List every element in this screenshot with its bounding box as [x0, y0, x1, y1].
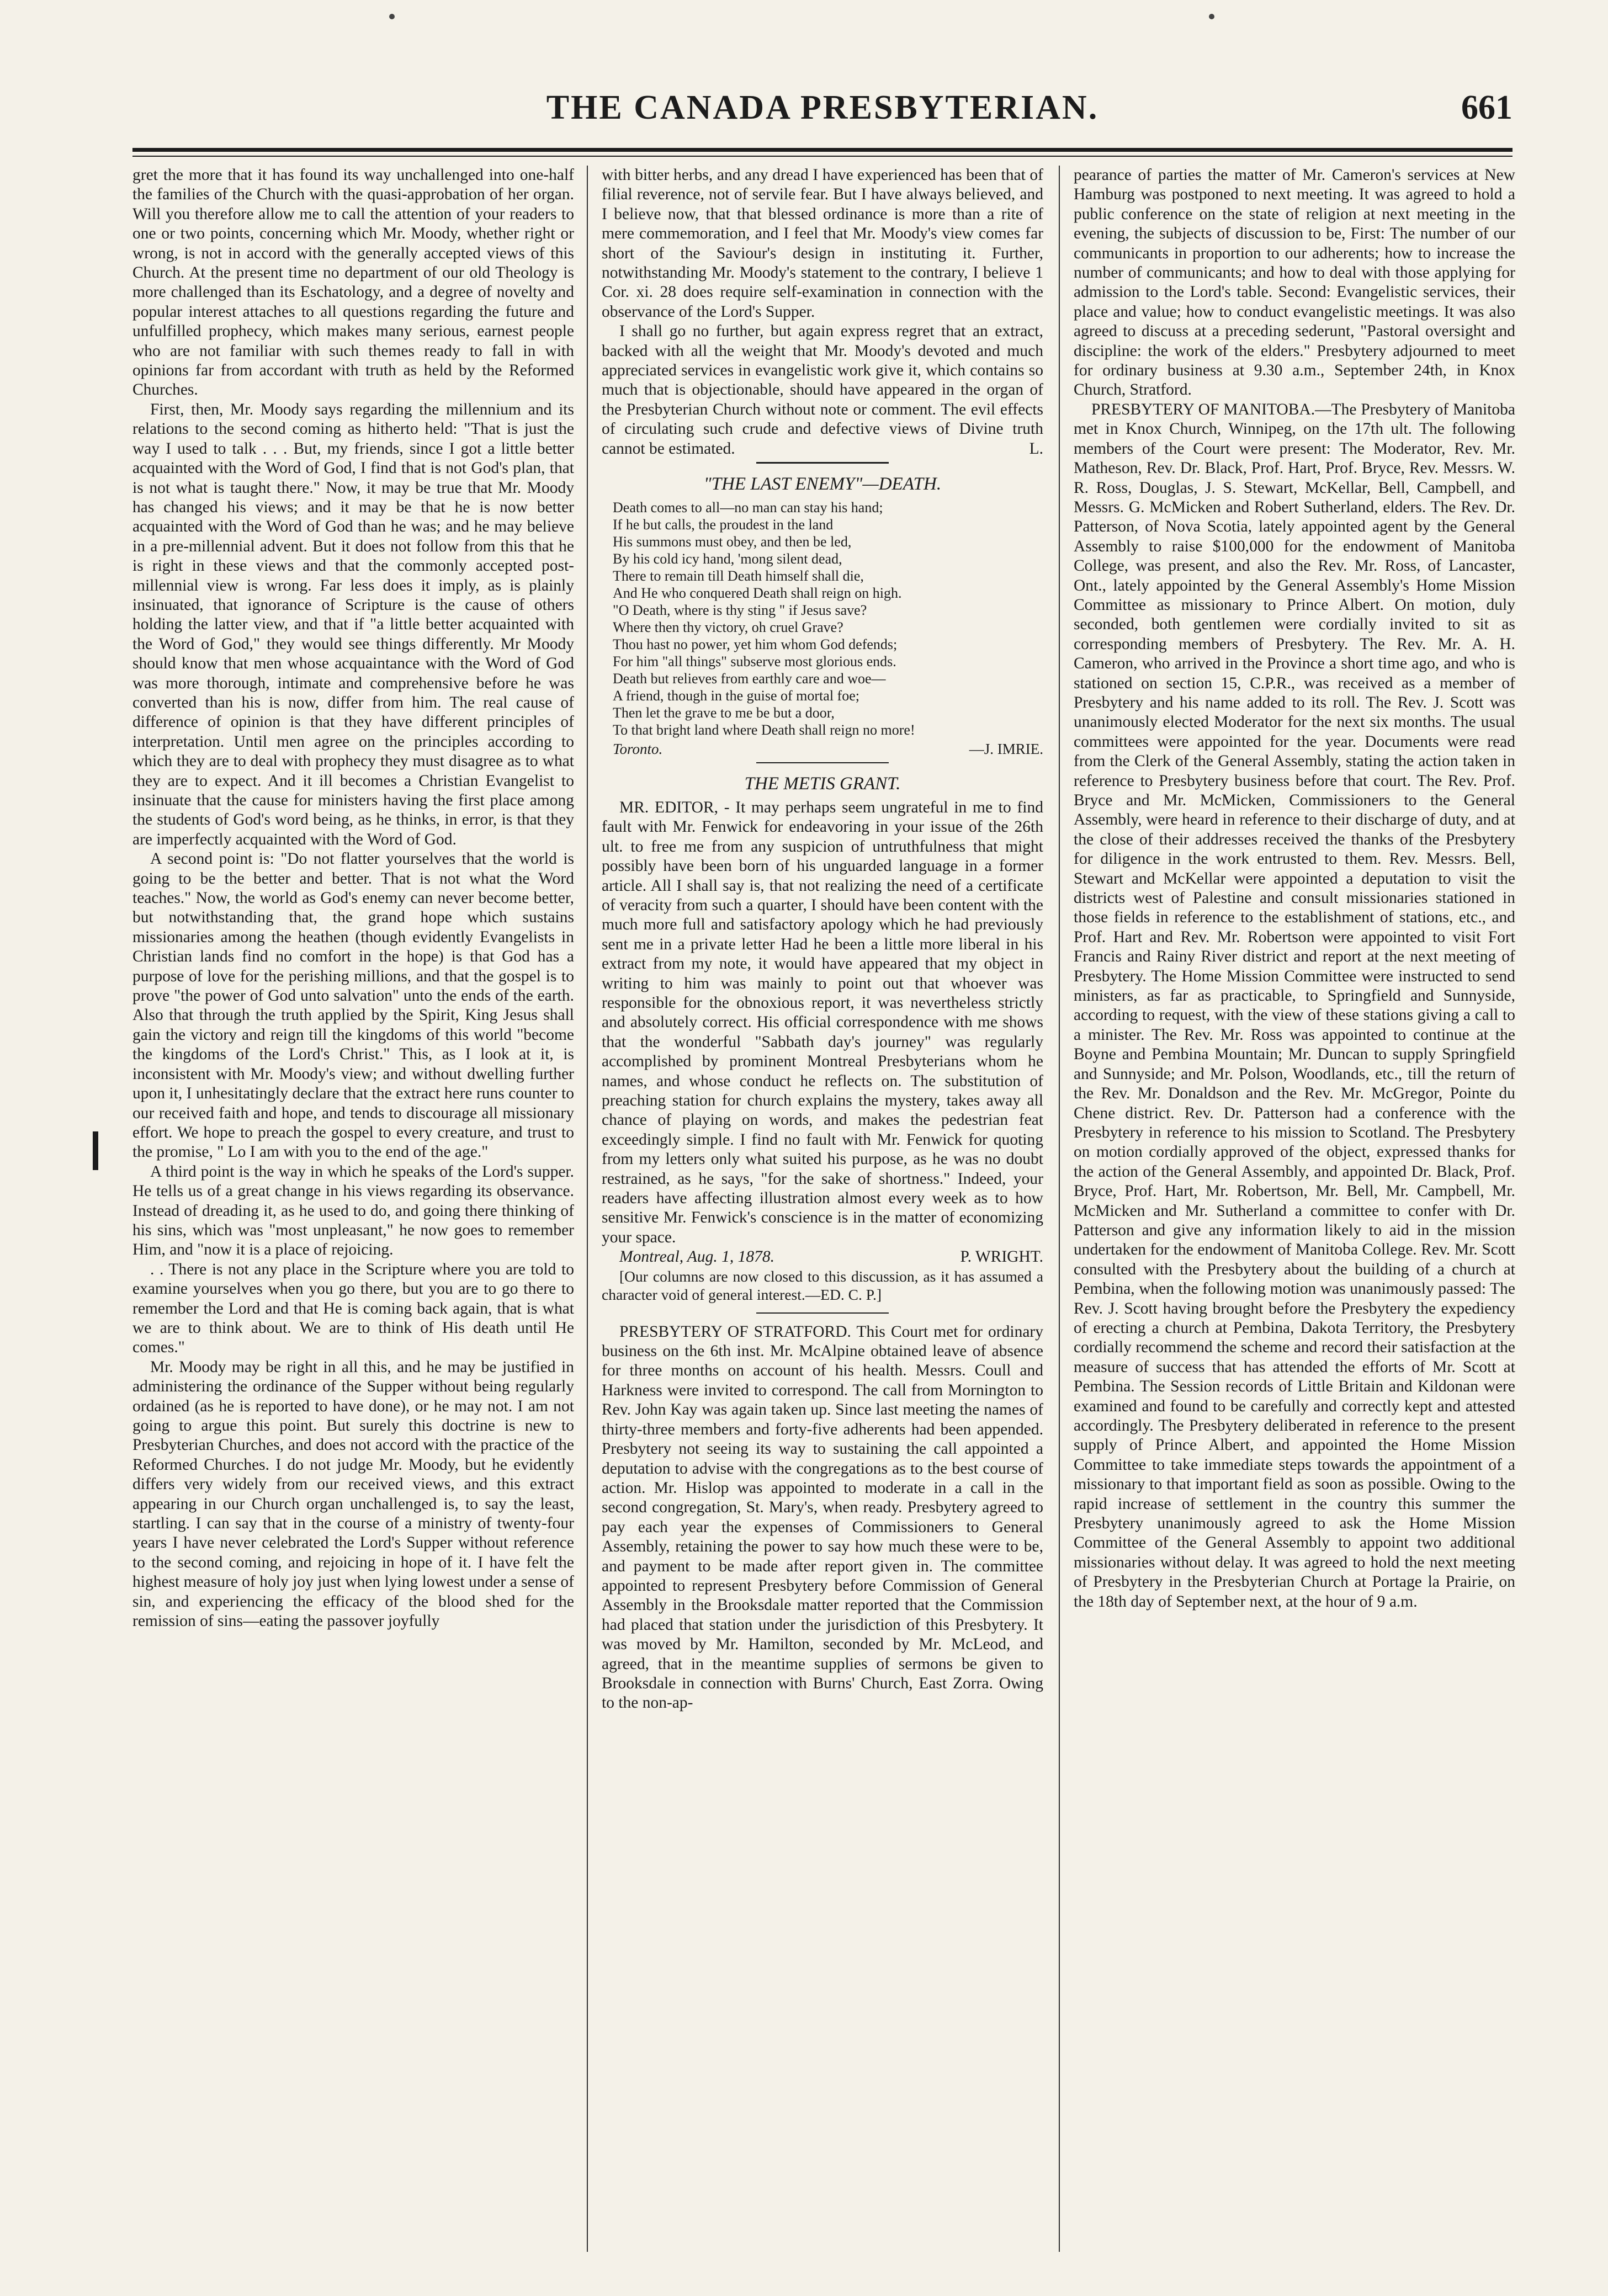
- poem-line: A friend, though in the guise of mortal foe;: [613, 687, 859, 704]
- poem-line: His summons must obey, and then be led,: [613, 533, 852, 550]
- paragraph: [1074, 400, 1515, 1612]
- poem-line: Thou hast no power, yet him whom God defends;: [613, 636, 898, 652]
- paragraph: A third point is the way in which he speaks of the Lord's supper. He tells us of a great change in his views regarding its observance. Instead of dreading it, as he used to do, and going there thinking of his sins, which was "most unpleasant," he now goes to remember Him, and "now it is a place of rejoicing.: [132, 1162, 574, 1259]
- paragraph-text: This Court met for ordinary business on the 6th inst. Mr. McAlpine obtained leave of absence for three months on account of his health. Messrs. Coull and Harkness were invited to correspond. The call from Mornington to Rev. John Kay was again taken up. Since last meeting the names of thirty-three members and forty-five adherents had been appended. Presbytery not seeing its way to sustaining the call appointed a deputation to advise with the congregations as to the best course of action. Mr. Hislop was appointed to moderate in a call in the second congregation, St. Mary's, when ready. Presbytery agreed to pay each year the expenses of Commissioners to General Assembly, retaining the power to say how much these were to be, and payment to be made after report given in. The committee appointed to represent Presbytery before Commission of General Assembly in the Brooksdale matter reported that the Commission had placed that station under the jurisdiction of this Presbytery. It was moved by Mr. Hamilton, seconded by Mr. McLeod, and agreed, that in the meantime supplies of sermons be given to Brooksdale in connection with Burns' Church, East Zorra. Owing to the non-ap-: [602, 1322, 1043, 1712]
- paragraph-text: I shall go no further, but again express regret that an extract, backed with all the weight that Mr. Moody's devoted and much appreciated services in evangelistic work give it, which contains so much that is objectionable, should have appeared in the organ of the Presbyterian Church without note or comment. The evil effects of circulating such crude and defective views of Divine truth cannot be estimated.: [602, 322, 1043, 458]
- poem-signature: [613, 741, 1043, 758]
- paragraph: gret the more that it has found its way unchallenged into one-half the families of the Church with the quasi-approbation of her organ. Will you therefore allow me to call the attention of your readers to one or two points, concerning which Mr. Moody, whether right or wrong, is not in accord with the generally accepted views of this Church. At the present time no department of our old Theology is more challenged than its Eschatology, and a degree of novelty and popular interest attaches to all questions regarding the future and unfulfilled prophecy, which makes many serious, earnest people who are not familiar with such themes ready to fall in with opinions far from accordant with truth as held by the Reformed Churches.: [132, 166, 574, 399]
- poem-line: If he but calls, the proudest in the land: [613, 516, 834, 533]
- paragraph: MR. EDITOR, - It may perhaps seem ungrateful in me to find fault with Mr. Fenwick for endeavoring in your issue of the 26th ult. to free me from any suspicion of untruthfulness that might possibly have been born of his unguarded language in a former article. All I shall say is, that not realizing the need of a certificate of veracity from such a quarter, I should have been content with the much more full and satisfactory apology which he had previously sent me in a private letter Had he been a little more liberal in his extract from my note, it would have appeared that my object in writing to him was mainly to point out that whoever was responsible for the obnoxious report, it was nevertheless strictly and absolutely correct. His official correspondence with me shows that the wonderful "Sabbath day's journey" was regularly accomplished by prominent Montreal Presbyterians whom he names, and whose conduct he reflects on. The substitution of preaching station for church explains the mystery, takes away all chance of playing on words, and makes the pedestrian feat exceedingly simple. I find no fault with Mr. Fenwick for quoting from my letters only what suited his purpose, as he was no doubt restrained, as he says, "for the sake of shortness." Indeed, your readers have affecting illustration almost every week as to how sensitive Mr. Fenwick's conscience is in the matter of economizing your space.: [602, 798, 1043, 1246]
- poem-line: To that bright land where Death shall reign no more!: [613, 721, 915, 738]
- paragraph: with bitter herbs, and any dread I have experienced has been that of filial reverence, not of servile fear. But I have always believed, and I believe now, that that blessed ordinance is more than a rite of mere commemoration, and I feel that Mr. Moody's view comes far short of the Saviour's design in instituting it. Further, notwithstanding Mr. Moody's statement to the contrary, I believe 1 Cor. xi. 28 does require self-examination in connection with the observance of the Lord's Supper.: [602, 166, 1043, 321]
- header-rule-thin: [132, 156, 1513, 157]
- poem-line: For him "all things" subserve most glorious ends.: [613, 653, 896, 669]
- letter-signature: [602, 1247, 1043, 1267]
- letter-place-date: Montreal, Aug. 1, 1878.: [619, 1248, 775, 1266]
- column-divider: [587, 166, 588, 2252]
- section-lead: PRESBYTERY OF MANITOBA.: [1091, 400, 1315, 418]
- paragraph-text: —The Presbytery of Manitoba met in Knox Church, Winnipeg, on the 17th ult. The following members of the Court were present: The Moderator, Rev. Mr. Matheson, Rev. Dr. Black, Prof. Hart, Prof. Bryce, Rev. Messrs. W. R. Ross, Douglas, J. S. Stewart, McKellar, Bell, Campbell, and Messrs. G. McMicken and Robert Sutherland, elders. The Rev. Dr. Patterson, of Nova Scotia, lately appointed agent by the General Assembly to raise $100,000 for the endowment of Manitoba College, was present, and also the Rev. Mr. Ross, of Lancaster, Ont., lately appointed by the General Assembly's Home Mission Committee as missionary to Prince Albert. On motion, duly seconded, both gentlemen were cordially invited to sit as corresponding members of Presbytery. The Rev. Mr. A. H. Cameron, who arrived in the Province a short time ago, and who is stationed on section 15, C.P.R., was received as a member of Presbytery and his name added to its roll. The Rev. J. Scott was unanimously elected Moderator for the next six months. The usual committees were appointed for the year. Documents were read from the Clerk of the General Assembly, stating the action taken in reference to Presbytery business before that court. The Rev. Prof. Bryce and Mr. McMicken, Commissioners to the General Assembly, were heard in reference to their discharge of duty, and at the close of their addresses received the thanks of the Presbytery for diligence in the work entrusted to them. Rev. Messrs. Bell, Stewart and McKellar were appointed a deputation to visit the districts west of Palestine and consult missionaries stationed in those fields in reference to the establishment of stations, etc., and Prof. Hart and Rev. Mr. Robertson were appointed to visit Fort Francis and Rainy River district and report at the next meeting of Presbytery. The Home Mission Committee were instructed to send ministers, as far as practicable, to Springfield and Sunnyside, according to request, with the view of these stations giving a call to a minister. The Rev. Mr. Ross was appointed to continue at the Boyne and Pembina Mountain; Mr. Duncan to supply Springfield and Sunnyside; and Mr. Polson, Woodlands, etc., till the return of the Rev. Mr. Donaldson and the Rev. Mr. McGregor, Pointe du Chene district. Rev. Dr. Patterson had a conference with the Presbytery in reference to his mission to Scotland. The Presbytery on motion cordially approved of the object, expressed thanks for the action of the General Assembly, and appointed Dr. Black, Prof. Bryce, Prof. Hart, Mr. Robertson, Mr. Bell, Mr. Campbell, Mr. McMicken and Mr. Sutherland a committee to confer with Dr. Patterson and give any information likely to aid in the mission undertaken for the endowment of Manitoba College. Rev. Mr. Scott consulted with the Presbytery about the building of a church at Pembina, when the following motion was unanimously passed: The Rev. J. Scott having brought before the Presbytery the expediency of erecting a church at Pembina, Dakota Territory, the Presbytery cordially recommend the scheme and record their satisfaction at the measure of success that has attended the efforts of Mr. Scott at Pembina. The Session records of Little Britain and Kildonan were examined and found to be carefully and correctly kept and attested accordingly. The Presbytery deliberated in reference to the present supply of Prince Albert, and appointed the Home Mission Committee to take immediate steps towards the appointment of a missionary to that important field as soon as possible. Owing to the rapid increase of settlement in the country this summer the Presbytery unanimously agreed to ask the Home Mission Committee of the General Assembly to appoint two additional missionaries without delay. It was agreed to hold the next meeting of Presbytery in the Presbyterian Church at Portage la Prairie, on the 18th day of September next, at the hour of 9 a.m.: [1074, 400, 1515, 1611]
- signature: L.: [1029, 439, 1043, 458]
- margin-mark: [93, 1131, 98, 1170]
- paragraph: [602, 1322, 1043, 1713]
- page-number: 661: [1461, 89, 1513, 126]
- section-rule: [756, 1312, 889, 1314]
- poem-line: And He who conquered Death shall reign on high.: [613, 584, 902, 601]
- column-divider: [1059, 166, 1060, 2252]
- paragraph: [602, 322, 1043, 459]
- masthead-title: THE CANADA PRESBYTERIAN.: [546, 89, 1099, 126]
- editor-note: [Our columns are now closed to this discussion, as it has assumed a character void of general interest.—ED. C. P.]: [602, 1267, 1043, 1303]
- paragraph: Mr. Moody may be right in all this, and he may be justified in administering the ordinance of the Supper without being regularly ordained (as he is reported to have done), or he may not. I am not going to argue this point. But surely this doctrine is new to Presbyterian Churches, and does not accord with the practice of the Reformed Churches. I do not judge Mr. Moody, but he evidently differs very widely from our received views, and this extract appearing in our Church organ unchallenged is, to say the least, startling. I can say that in the course of a ministry of twenty-four years I have never celebrated the Lord's Supper without reference to the second coming, and rejoicing in hope of it. I have felt the highest measure of holy joy just when lying lowest under a sense of sin, and experiencing the efficacy of the blood shed for the remission of sins—eating the passover joyfully: [132, 1358, 574, 1630]
- poem-place: Toronto.: [613, 740, 663, 757]
- poem-title: "THE LAST ENEMY"—DEATH.: [703, 474, 942, 495]
- header-rule: [132, 148, 1513, 152]
- paragraph: First, then, Mr. Moody says regarding the millennium and its relations to the second coming as hitherto held: "That is just the way I used to talk . . . But, my friends, since I got a little better acquainted with the Word of God, I find that is not God's plan, that is not what is taught there." Now, it may be true that Mr. Moody has changed his views; and it may be that he is now better acquainted with the Word of God than he was; and he may believe in a pre-millennial advent. But it does not follow from this that he is right in these views and that the commonly accepted post-millennial view is wrong. Far less does it imply, as is plainly insinuated, that ignorance of Scripture is the cause of others holding the latter view, and that if "a little better acquainted with the Word of God," they would see things differently. Mr Moody should know that men whose acquaintance with the Word of God was more thorough, intimate and comprehensive before he was converted than his is now, differ from him. The real cause of difference of opinion is that they have different principles of interpretation. Until men agree on the principles according to which they are to deal with prophecy they must disagree as to what they are to expect. And it ill becomes a Christian Evangelist to insinuate that the cause for ministers having the first place among the students of God's word being, as he thinks, in error, is that they are imperfectly acquainted with the Word of God.: [132, 400, 574, 848]
- poem-line: Death but relieves from earthly care and woe—: [613, 670, 886, 687]
- page-header: [132, 83, 1513, 144]
- poem-line: Then let the grave to me be but a door,: [613, 704, 835, 721]
- column-2: [602, 166, 1043, 2263]
- column-3: [1074, 166, 1515, 2263]
- section-rule: [756, 462, 889, 464]
- poem-line: Where then thy victory, oh cruel Grave?: [613, 619, 843, 635]
- paragraph: pearance of parties the matter of Mr. Cameron's services at New Hamburg was postponed to next meeting. It was agreed to hold a public conference on the state of religion at next meeting in the evening, the subjects of discussion to be, First: The number of our communicants in proportion to our adherents; how to increase the number of communicants; and how to deal with those applying for admission to the Lord's table. Second: Evangelistic services, their place and value; how to conduct evangelistic meetings. It was also agreed to discuss at a preceding sederunt, "Pastoral oversight and discipline: the work of the elders." Presbytery adjourned to meet for ordinary business at 9.30 a.m., September 24th, in Knox Church, Stratford.: [1074, 166, 1515, 399]
- letter-author: P. WRIGHT.: [960, 1248, 1043, 1266]
- paragraph: A second point is: "Do not flatter yourselves that the world is going to be the better and better. That is not what the Word teaches." Now, the world as God's enemy can never become better, but notwithstanding that, the grand hope which sustains missionaries among the heathen (though evidently Evangelists in Christian lands find no comfort in the hope) is that God has a purpose of love for the perishing millions, and that the gospel is to prove "the power of God unto salvation" unto the ends of the earth. Also that through the truth applied by the Spirit, King Jesus shall gain the victory and reign till the kingdoms of this world "become the kingdoms of the Lord's Christ." This, as I look at it, is inconsistent with Mr. Moody's view; and without dwelling further upon it, I unhesitatingly declare that the extract here runs counter to our received faith and hope, and tends to discourage all missionary effort. We hope to preach the gospel to every creature, and trust to the promise, " Lo I am with you to the end of the age.": [132, 850, 574, 1161]
- section-lead: PRESBYTERY OF STRATFORD.: [619, 1322, 851, 1341]
- poem-line: Death comes to all—no man can stay his hand;: [613, 499, 883, 515]
- column-1: [132, 166, 574, 2263]
- print-dot: [389, 14, 395, 19]
- article-title: THE METIS GRANT.: [744, 773, 901, 794]
- section-rule: [756, 762, 889, 763]
- poem-author: —J. IMRIE.: [969, 740, 1043, 757]
- poem: [602, 499, 1043, 758]
- poem-line: By his cold icy hand, 'mong silent dead,: [613, 550, 842, 567]
- poem-line: "O Death, where is thy sting " if Jesus save?: [613, 602, 867, 618]
- poem-line: There to remain till Death himself shall die,: [613, 567, 864, 584]
- paragraph: . . There is not any place in the Scripture where you are told to examine yourselves when you go there, but you are to go there to remember the Lord and that He is coming back again, that is what we are to think about. We are to think of His death until He comes.": [132, 1260, 574, 1357]
- print-dot: [1209, 14, 1214, 19]
